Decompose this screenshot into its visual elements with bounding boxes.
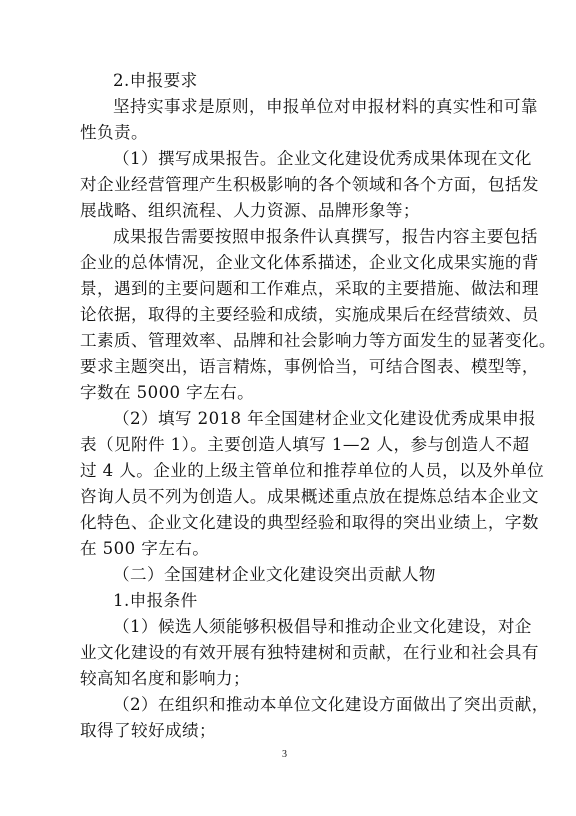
- paragraph-line: 字数在 5000 字左右。: [80, 383, 255, 402]
- paragraph-line: （2）填写 2018 年全国建材企业文化建设优秀成果申报: [113, 409, 537, 428]
- paragraph-line: 较高知名度和影响力；: [80, 669, 250, 688]
- paragraph-line: （1）撰写成果报告。企业文化建设优秀成果体现在文化: [113, 149, 532, 168]
- paragraph-line: 展战略、组织流程、人力资源、品牌形象等；: [80, 201, 420, 220]
- paragraph-line: 坚持实事求是原则，申报单位对申报材料的真实性和可靠: [113, 97, 538, 116]
- section-heading-contribution-figures: （二）全国建材企业文化建设突出贡献人物: [113, 565, 436, 584]
- paragraph-line: 咨询人员不列为创造人。成果概述重点放在提炼总结本企业文: [80, 487, 539, 506]
- paragraph-line: 在 500 字左右。: [80, 539, 210, 558]
- paragraph-line: 性负责。: [80, 123, 148, 142]
- paragraph-line: 化特色、企业文化建设的典型经验和取得的突出业绩上，字数: [80, 513, 539, 532]
- section-heading-requirements: 2.申报要求: [113, 71, 198, 90]
- paragraph-line: 论依据，取得的主要经验和成绩，实施成果后在经营绩效、员: [80, 305, 539, 324]
- paragraph-line: 企业的总体情况，企业文化体系描述，企业文化成果实施的背: [80, 253, 539, 272]
- paragraph-line: 工素质、管理效率、品牌和社会影响力等方面发生的显著变化。: [80, 331, 556, 350]
- paragraph-line: 要求主题突出，语言精炼，事例恰当，可结合图表、模型等，: [80, 357, 539, 376]
- section-heading-conditions: 1.申报条件: [113, 591, 198, 610]
- paragraph-line: （1）候选人须能够积极倡导和推动企业文化建设，对企: [113, 617, 532, 636]
- paragraph-line: 成果报告需要按照申报条件认真撰写，报告内容主要包括: [113, 227, 538, 246]
- paragraph-line: （2）在组织和推动本单位文化建设方面做出了突出贡献，: [113, 695, 549, 714]
- paragraph-line: 景，遇到的主要问题和工作难点，采取的主要措施、做法和理: [80, 279, 539, 298]
- paragraph-line: 表（见附件 1）。主要创造人填写 1—2 人，参与创造人不超: [80, 435, 530, 454]
- paragraph-line: 过 4 人。企业的上级主管单位和推荐单位的人员，以及外单位: [80, 461, 545, 480]
- paragraph-line: 业文化建设的有效开展有独特建树和贡献，在行业和社会具有: [80, 643, 539, 662]
- paragraph-line: 对企业经营管理产生积极影响的各个领域和各个方面，包括发: [80, 175, 539, 194]
- paragraph-line: 取得了较好成绩；: [80, 721, 216, 740]
- page-number: 3: [282, 749, 287, 760]
